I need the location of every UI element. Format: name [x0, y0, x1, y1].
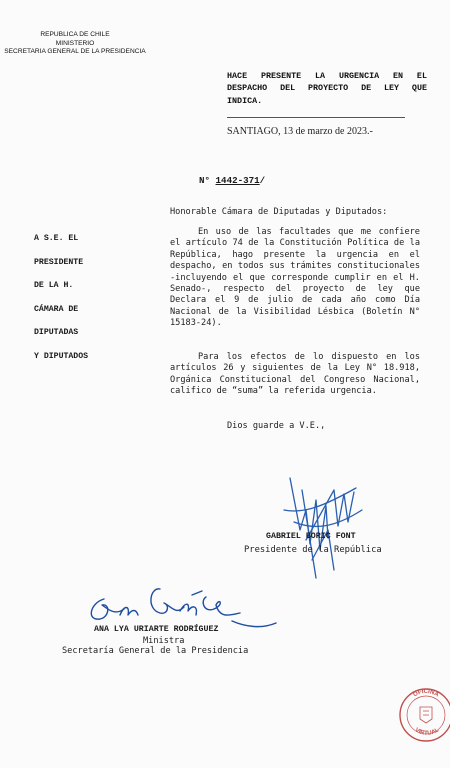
- letterhead: [0, 31, 150, 57]
- minister-department: Secretaría General de la Presidencia: [62, 646, 249, 656]
- addressee-line: CÁMARA DE: [34, 304, 79, 314]
- document-date: SANTIAGO, 13 de marzo de 2023.-: [227, 126, 373, 137]
- addressee-line: DE LA H.: [34, 281, 74, 290]
- office-seal: [396, 677, 450, 747]
- president-name: GABRIEL BORIC FONT: [266, 532, 356, 541]
- minister-signature: [80, 575, 280, 645]
- document-number-prefix: N°: [199, 175, 216, 186]
- minister-name: ANA LYA URIARTE RODRÍGUEZ: [94, 625, 219, 634]
- addressee-line: A S.E. EL: [34, 234, 79, 243]
- addressee-line: PRESIDENTE: [34, 257, 84, 267]
- seal-bottom-text: VIRTUAL: [413, 727, 441, 737]
- body-paragraph-legal-basis: Para los efectos de lo dispuesto en los artículos 26 y siguientes de la Ley N° 18.918, Orgánica Constitucional del Congreso Nacional, califico de “suma” la referida urgencia.: [170, 352, 420, 397]
- addressee-block: [34, 234, 144, 375]
- body-paragraph-urgency: En uso de las facultades que me confiere el artículo 74 de la Constitución Política de la República, hago presente la urgencia en el despacho, en todos sus trámites constitucionales -incluyendo el que corresponde cumplir en el H. Senado-, respecto del proyecto de ley que Declara el 9 de julio de cada año como Día Nacional de la Visibilidad Lésbica (Boletín N° 15183-24).: [170, 227, 420, 329]
- addressee-line: DIPUTADAS: [34, 328, 79, 337]
- document-number: [199, 175, 265, 186]
- president-title: Presidente de la República: [244, 545, 382, 555]
- document-number-suffix: /: [259, 175, 266, 186]
- seal-top-text: OFICINA: [412, 688, 440, 699]
- addressee-line: Y DIPUTADOS: [34, 351, 89, 361]
- letterhead-country: REPUBLICA DE CHILE: [40, 31, 110, 38]
- minister-role: Ministra: [143, 636, 185, 646]
- subject-divider: [227, 117, 405, 118]
- letterhead-ministry: MINISTERIO: [55, 39, 95, 47]
- letterhead-department: SECRETARIA GENERAL DE LA PRESIDENCIA: [4, 48, 146, 56]
- president-signature: [244, 470, 424, 580]
- closing-line: Dios guarde a V.E.,: [227, 421, 326, 431]
- seal-emblem-icon: [420, 707, 432, 723]
- salutation: Honorable Cámara de Diputadas y Diputados:: [170, 207, 388, 217]
- document-subject: HACE PRESENTE LA URGENCIA EN EL DESPACHO DEL PROYECTO DE LEY QUE INDICA.: [227, 71, 427, 106]
- document-number-value: 1442-371: [215, 175, 260, 186]
